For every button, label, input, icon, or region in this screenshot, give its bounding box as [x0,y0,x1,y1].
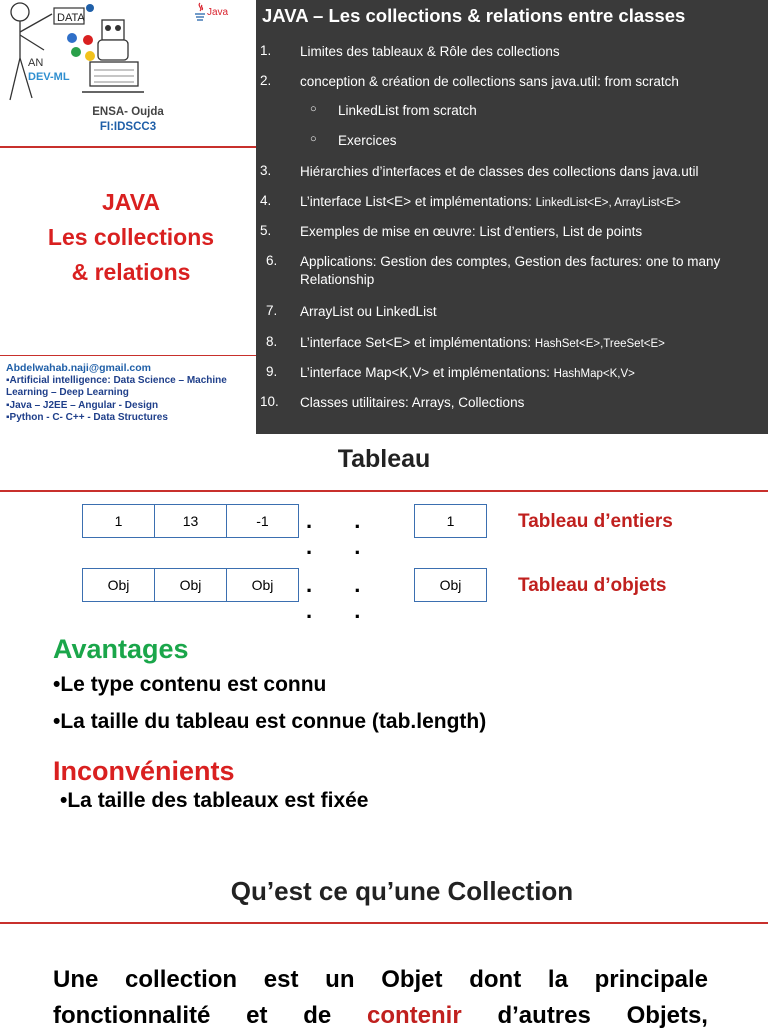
toc-number: 10. [260,394,279,409]
array-cell: 1 [82,504,155,538]
course-title-line: JAVA [102,189,160,215]
collection-definition [53,962,708,1034]
course-title [0,185,256,290]
author-info [6,362,256,425]
array-cell: Obj [226,568,299,602]
course-title-line: Les collections [47,224,215,250]
author-skill: ▪Java – J2EE – Angular - Design [6,399,159,411]
definition-text: d’autres Objets, [461,1002,708,1029]
toc-text-small: HashSet<E>,TreeSet<E> [534,338,665,350]
title-slide-left-panel [0,0,256,434]
toc-number: 8. [266,334,278,349]
divider [0,490,768,492]
toc-number: 9. [266,364,278,379]
toc-text: LinkedList from scratch [338,103,477,118]
toc-number: 2. [260,73,272,88]
drawbacks-heading: Inconvénients [53,756,235,786]
toc-text: conception & création de collections sans java.util: from scratch [300,74,679,89]
java-logo-text: Java [207,7,229,18]
obj-array [82,568,298,602]
java-cup-icon [193,2,207,24]
logo-an-text: AN [28,57,44,69]
advantage-item: •Le type contenu est connu [53,673,327,696]
toc-title: JAVA – Les collections & relations entre classes [262,5,686,26]
title-slide [0,0,768,434]
toc-number: 6. [266,253,278,268]
course-title-line: & relations [71,259,191,285]
array-cell: 1 [414,504,487,538]
int-array-label: Tableau d’entiers [518,511,673,532]
program-name: FI:IDSCC3 [99,121,157,133]
toc-text: Hiérarchies d’interfaces et de classes des collections dans java.util [300,164,699,179]
circle-bullet-icon: ○ [310,103,317,115]
author-skill: ▪Artificial intelligence: Data Science – Machine [6,374,227,386]
int-array [82,504,298,538]
toc-text: Applications: Gestion des comptes, Gestion des factures: one to many Relationship [300,254,721,287]
array-cell: 13 [154,504,227,538]
array-cell: -1 [226,504,299,538]
advantages-heading: Avantages [53,634,189,664]
array-ellipsis: . . . . [306,508,379,559]
author-skill: Learning – Deep Learning [6,387,129,398]
toc-text: Exemples de mise en œuvre: List d’entiers, List de points [300,224,643,239]
obj-array-label: Tableau d’objets [518,575,667,596]
advantage-item: •La taille du tableau est connue (tab.length) [53,710,487,733]
section-title: Qu’est ce qu’une Collection [230,876,574,906]
toc-text: ArrayList ou LinkedList [300,304,437,319]
logo-illustration [2,0,162,118]
toc-text-small: HashMap<K,V> [553,368,635,380]
array-ellipsis: . . . . [306,572,379,623]
toc-text: Limites des tableaux & Rôle des collections [300,44,560,59]
java-logo [193,2,243,26]
toc-text: L’interface List<E> et implémentations: [300,194,536,209]
definition-highlight: contenir [367,1002,462,1029]
drawback-item: •La taille des tableaux est fixée [60,789,369,812]
definition-text: Une collection est un Objet dont la principale fonctionnalité et de [53,966,708,1029]
author-email: Abdelwahab.naji@gmail.com [6,362,152,374]
array-cell: Obj [82,568,155,602]
toc-number: 5. [260,223,272,238]
divider [0,922,768,924]
logo-data-text: DATA [57,12,85,24]
toc-text: Exercices [338,133,397,148]
section-title: Tableau [337,445,431,473]
array-cell: Obj [154,568,227,602]
circle-bullet-icon: ○ [310,133,317,145]
toc-number: 1. [260,43,272,58]
toc-text-small: LinkedList<E>, ArrayList<E> [535,197,681,209]
toc-text: L’interface Set<E> et implémentations: [300,335,535,350]
toc-number: 4. [260,193,272,208]
toc-number: 3. [260,163,272,178]
table-of-contents-panel [256,0,768,434]
logo-devml-text: DEV-ML [28,71,70,83]
toc-number: 7. [266,303,278,318]
divider [0,355,256,356]
array-cell: Obj [414,568,487,602]
toc-text: L’interface Map<K,V> et implémentations: [300,365,554,380]
toc-text: Classes utilitaires: Arrays, Collections [300,395,525,410]
school-name: ENSA- Oujda [92,106,164,118]
divider [0,146,256,148]
author-skill: ▪Python - C- C++ - Data Structures [6,412,168,423]
